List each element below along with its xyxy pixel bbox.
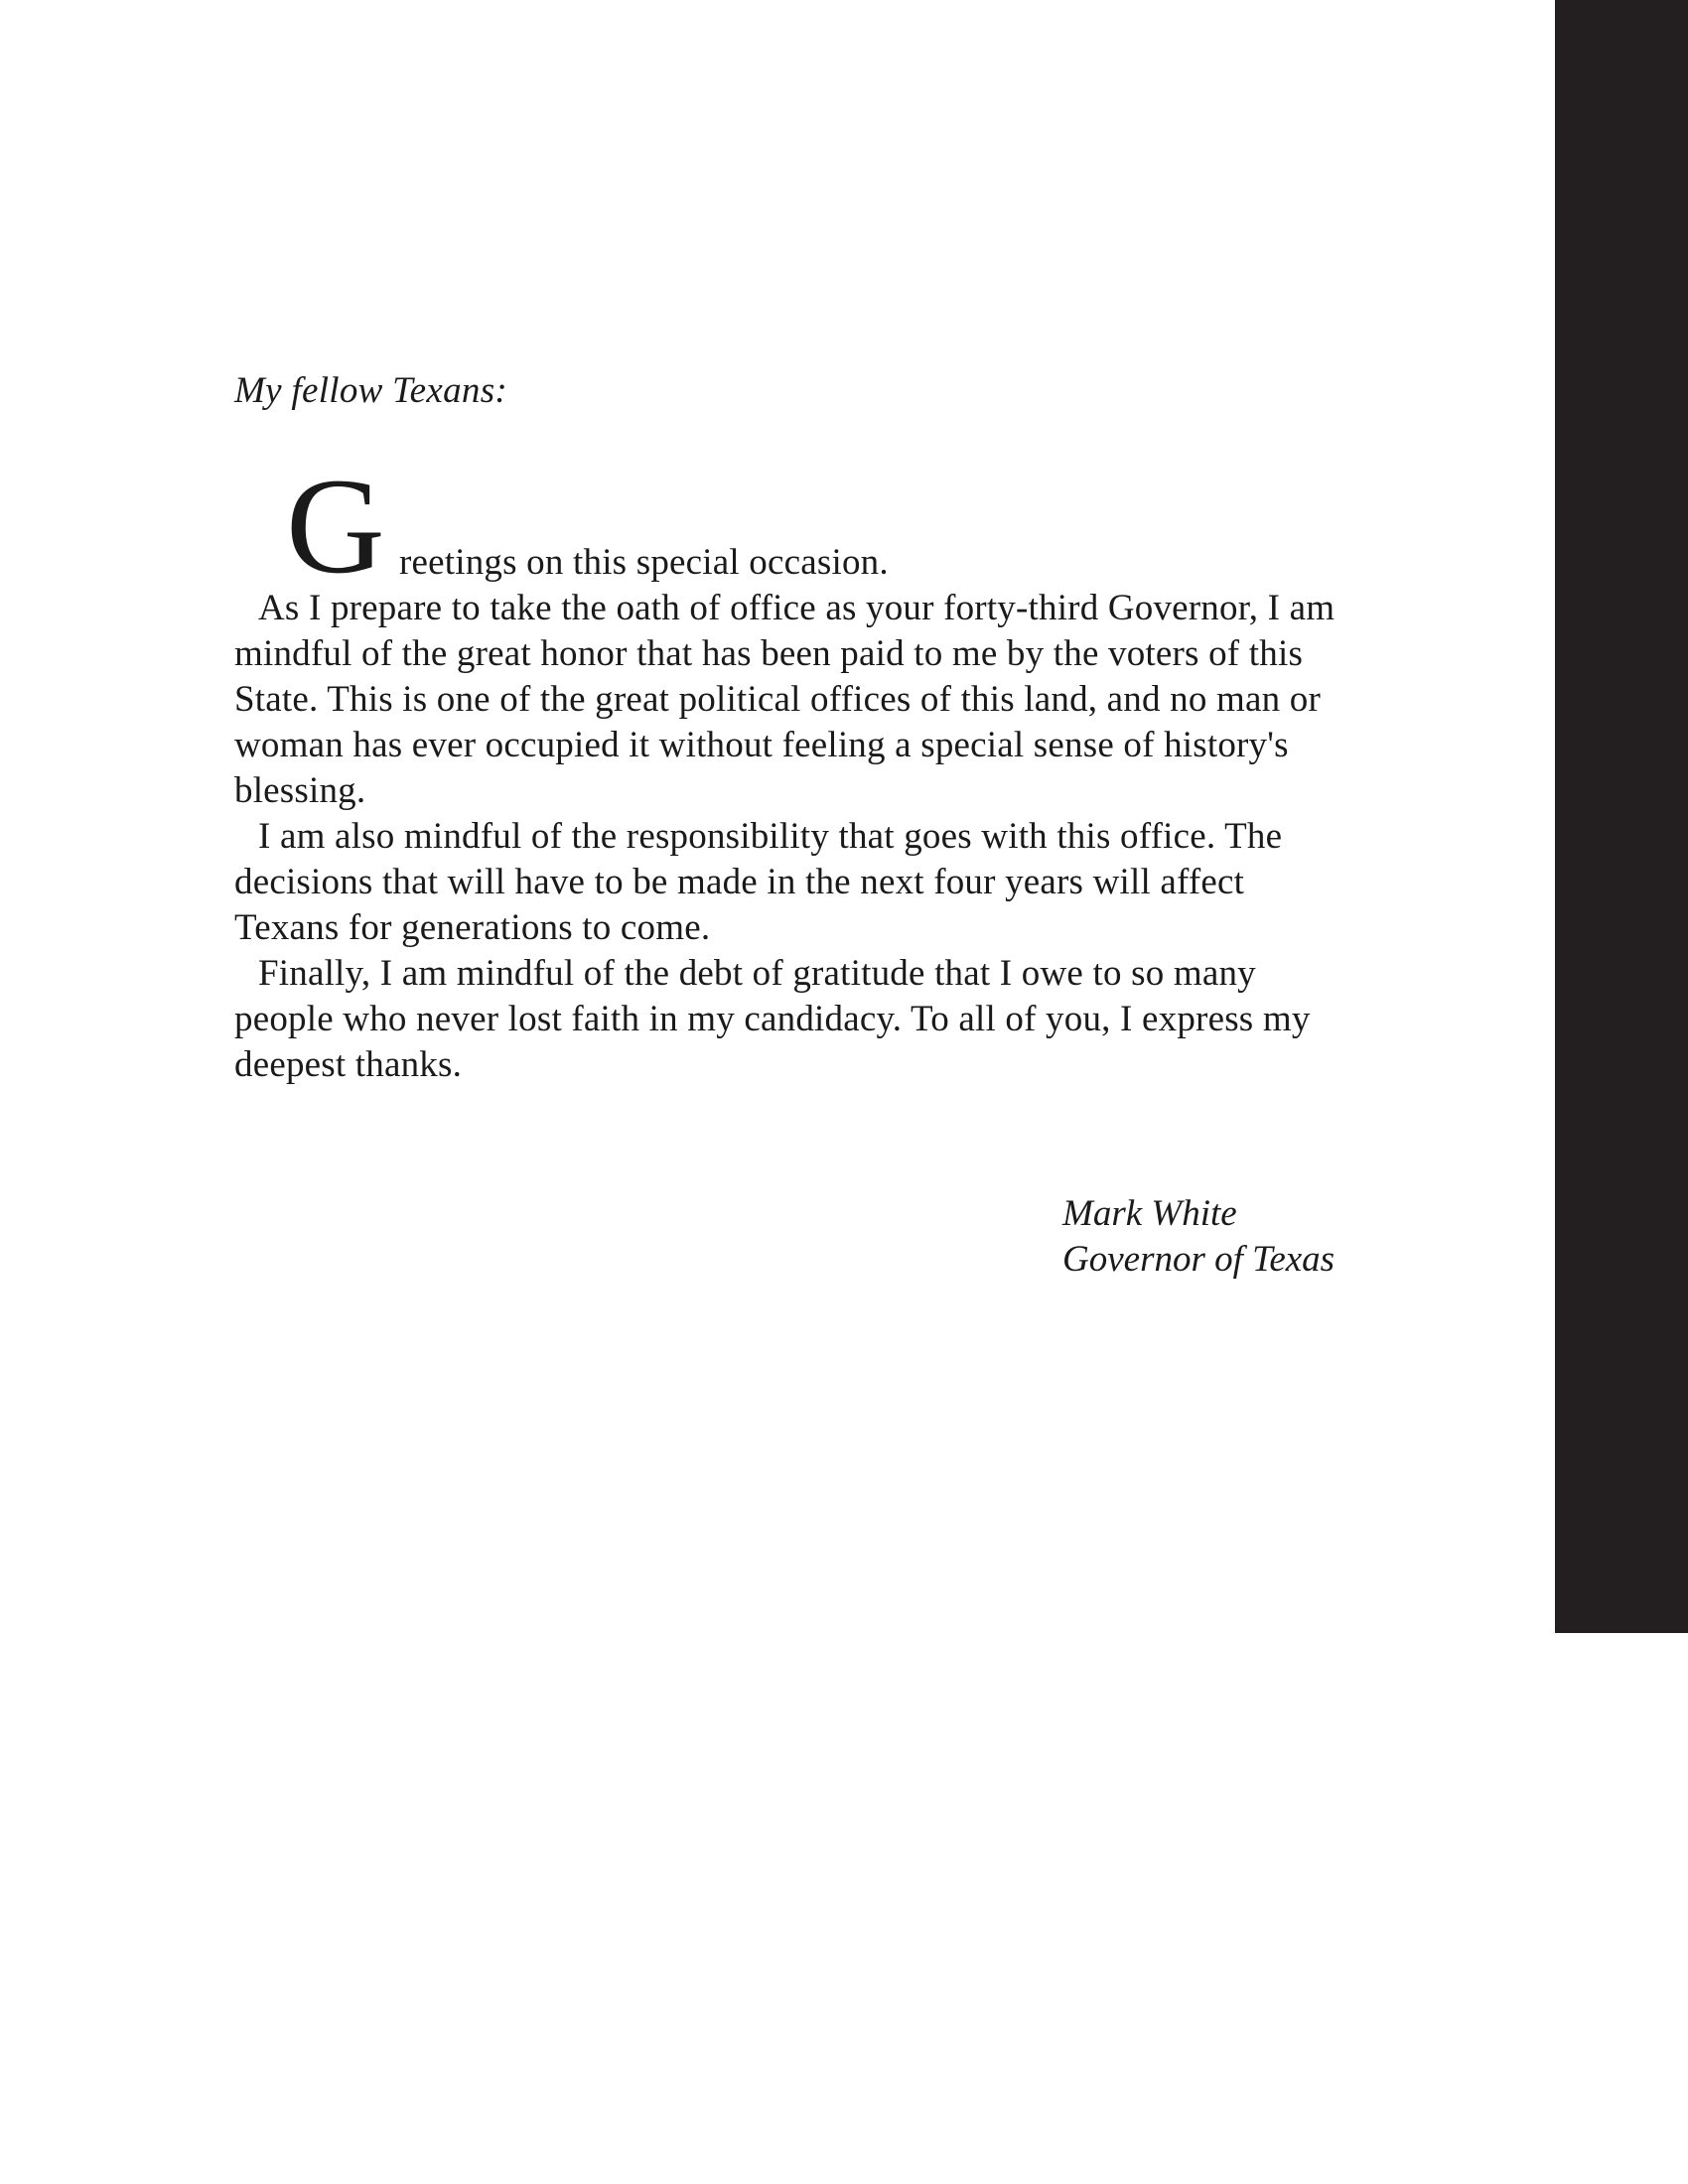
black-edge-tab xyxy=(1555,0,1688,1633)
text-line: woman has ever occupied it without feeling a special sense of history's xyxy=(234,725,1289,765)
text-line: deepest thanks. xyxy=(234,1044,463,1085)
opening-line xyxy=(234,450,1426,602)
text-line: Texans for generations to come. xyxy=(234,907,711,948)
text-line: mindful of the great honor that has been paid to me by the voters of this xyxy=(234,633,1304,674)
salutation: My fellow Texans: xyxy=(234,370,508,411)
signature-name: Mark White xyxy=(1062,1193,1237,1234)
paragraph-3 xyxy=(234,951,1426,1088)
paragraph-1 xyxy=(234,586,1426,814)
drop-cap: G xyxy=(286,450,385,602)
text-line: blessing. xyxy=(234,770,366,811)
paragraph-2 xyxy=(234,814,1426,951)
letter-body xyxy=(234,450,1426,1088)
text-line: State. This is one of the great political offices of this land, and no man or xyxy=(234,679,1321,720)
signature-title: Governor of Texas xyxy=(1062,1239,1336,1280)
text-line: I am also mindful of the responsibility that goes with this office. The xyxy=(258,816,1283,857)
text-line: As I prepare to take the oath of office as your forty-third Governor, I am xyxy=(258,588,1336,628)
text-line: people who never lost faith in my candidacy. To all of you, I express my xyxy=(234,999,1311,1039)
opening-text: reetings on this special occasion. xyxy=(399,542,889,583)
text-line: decisions that will have to be made in the next four years will affect xyxy=(234,862,1245,902)
signature-block xyxy=(1062,1191,1335,1283)
text-line: Finally, I am mindful of the debt of gratitude that I owe to so many xyxy=(258,953,1256,994)
